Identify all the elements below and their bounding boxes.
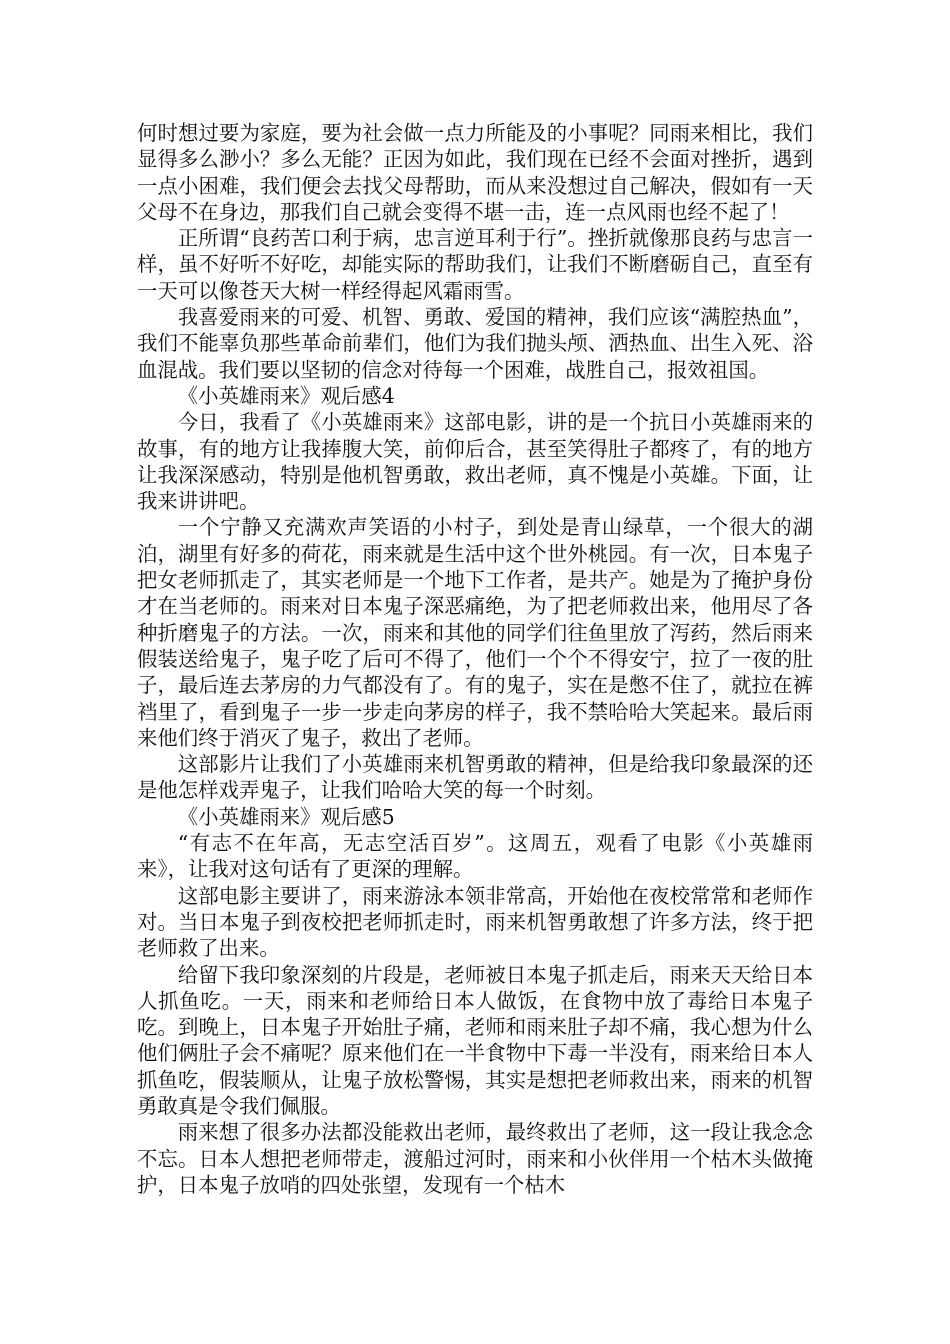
paragraph: “有志不在年高，无志空活百岁”。这周五，观看了电影《小英雄雨来》，让我对这句话有了更深的理解。 xyxy=(137,831,813,882)
paragraph-continuation: 何时想过要为家庭，要为社会做一点力所能及的小事呢？同雨来相比，我们显得多么渺小？多么无能？正因为如此，我们现在已经不会面对挫折，遇到一点小困难，我们便会去找父母帮助，而从来没想过自己解决，假如有一天父母不在身边，那我们自己就会变得不堪一击，连一点风雨也经不起了！ xyxy=(137,121,813,224)
paragraph: 正所谓“良药苦口利于病，忠言逆耳利于行”。挫折就像那良药与忠言一样，虽不好听不好吃，却能实际的帮助我们，让我们不断磨砺自己，直至有一天可以像苍天大树一样经得起风霜雨雪。 xyxy=(137,226,813,303)
section-heading: 《小英雄雨来》观后感4 xyxy=(177,383,395,408)
paragraph: 我喜爱雨来的可爱、机智、勇敢、爱国的精神，我们应该“满腔热血”，我们不能辜负那些革命前辈们，他们为我们抛头颅、洒热血、出生入死、浴血混战。我们要以坚韧的信念对待每一个困难，战胜自己，报效祖国。 xyxy=(137,305,813,382)
paragraph: 一个宁静又充满欢声笑语的小村子，到处是青山绿草，一个很大的湖泊，湖里有好多的荷花，雨来就是生活中这个世外桃园。有一次，日本鬼子把女老师抓走了，其实老师是一个地下工作者，是共产。她是为了掩护身份才在当老师的。雨来对日本鬼子深恶痛绝，为了把老师救出来，他用尽了各种折磨鬼子的方法。一次，雨来和其他的同学们往鱼里放了泻药，然后雨来假装送给鬼子，鬼子吃了后可不得了，他们一个个不得安宁，拉了一夜的肚子，最后连去茅房的力气都没有了。有的鬼子，实在是憋不住了，就拉在裤裆里了，看到鬼子一步一步走向茅房的样子，我不禁哈哈大笑起来。最后雨来他们终于消灭了鬼子，救出了老师。 xyxy=(137,515,813,750)
paragraph: 这部影片让我们了小英雄雨来机智勇敢的精神，但是给我印象最深的还是他怎样戏弄鬼子，让我们哈哈大笑的每一个时刻。 xyxy=(137,752,813,803)
paragraph: 这部电影主要讲了，雨来游泳本领非常高，开始他在夜校常常和老师作对。当日本鬼子到夜校把老师抓走时，雨来机智勇敢想了许多方法，终于把老师救了出来。 xyxy=(137,883,813,961)
document-body xyxy=(137,120,813,1198)
paragraph: 雨来想了很多办法都没能救出老师，最终救出了老师，这一段让我念念不忘。日本人想把老师带走，渡船过河时，雨来和小伙伴用一个枯木头做掩护，日本鬼子放哨的四处张望，发现有一个枯木 xyxy=(137,1120,813,1197)
paragraph: 今日，我看了《小英雄雨来》这部电影，讲的是一个抗日小英雄雨来的故事，有的地方让我捧腹大笑，前仰后合，甚至笑得肚子都疼了，有的地方让我深深感动，特别是他机智勇敢，救出老师，真不愧是小英雄。下面，让我来讲讲吧。 xyxy=(137,410,813,514)
paragraph: 给留下我印象深刻的片段是，老师被日本鬼子抓走后，雨来天天给日本人抓鱼吃。一天，雨来和老师给日本人做饭，在食物中放了毒给日本鬼子吃。到晚上，日本鬼子开始肚子痛，老师和雨来肚子却不痛，我心想为什么他们俩肚子会不痛呢？原来他们在一半食物中下毒一半没有，雨来给日本人抓鱼吃，假装顺从，让鬼子放松警惕，其实是想把老师救出来，雨来的机智勇敢真是令我们佩服。 xyxy=(137,962,813,1118)
section-heading: 《小英雄雨来》观后感5 xyxy=(177,804,395,829)
